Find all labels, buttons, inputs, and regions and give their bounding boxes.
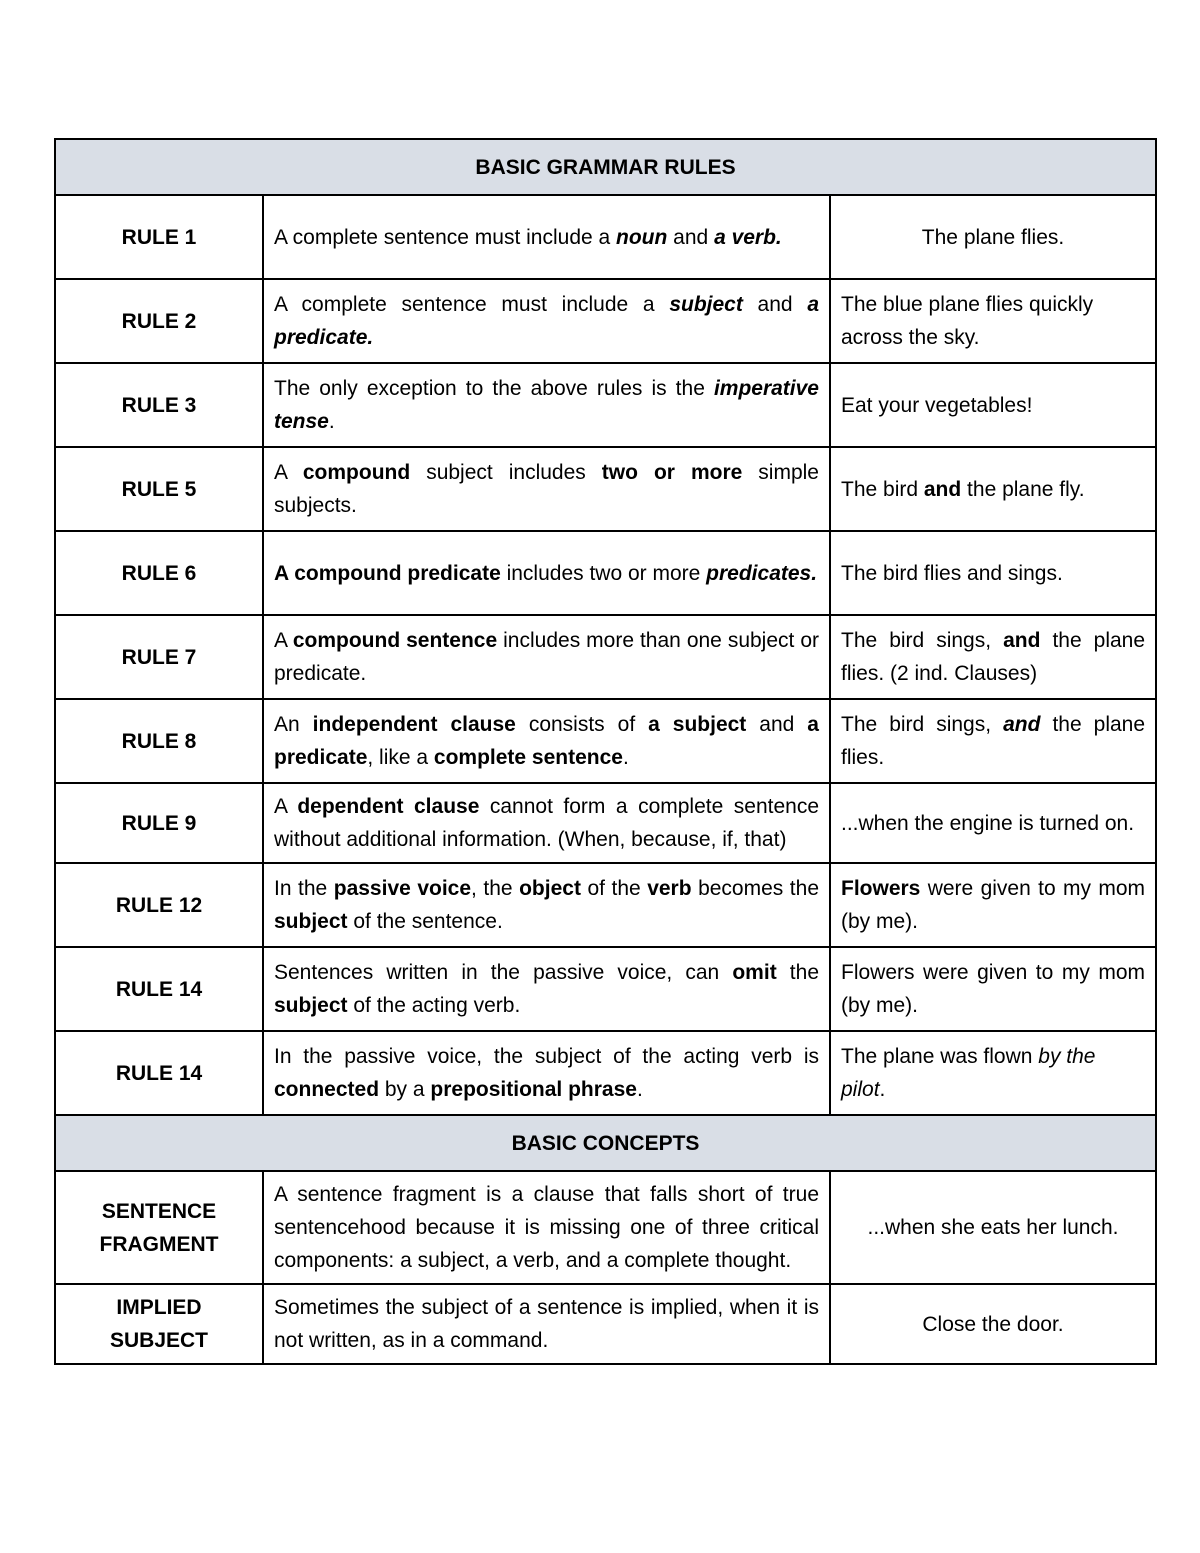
- desc-emphasis: a verb.: [714, 225, 782, 249]
- desc-emphasis: noun: [616, 225, 668, 249]
- rule-example: [830, 615, 1156, 699]
- desc-text: subject includes: [410, 461, 602, 484]
- rule-example: [830, 863, 1156, 947]
- table-row: [55, 447, 1156, 531]
- example-text: ...when she eats her lunch.: [867, 1216, 1119, 1239]
- desc-text: simple subjects.: [274, 461, 819, 517]
- example-text: were given to my mom (by me).: [841, 877, 1146, 933]
- example-text: The plane flies.: [921, 225, 1065, 249]
- desc-bold: prepositional phrase: [430, 1078, 637, 1101]
- concept-description: [263, 1284, 830, 1364]
- example-text: the plane flies.: [841, 713, 1146, 769]
- rule-description: [263, 783, 830, 863]
- desc-emphasis: a predicate.: [274, 293, 819, 349]
- desc-bold: subject: [274, 910, 348, 933]
- rule-description: [263, 863, 830, 947]
- desc-text: A: [274, 795, 298, 818]
- example-text: The bird: [841, 477, 924, 501]
- rule-label: RULE 7: [55, 615, 263, 699]
- desc-bold: object: [519, 877, 581, 900]
- example-text: Eat your vegetables!: [841, 393, 1033, 417]
- desc-text: A: [274, 461, 303, 484]
- rule-example: [830, 699, 1156, 783]
- example-text: the plane fly.: [961, 477, 1085, 501]
- section-header-concepts: [55, 1115, 1156, 1171]
- desc-text: A complete sentence must include a: [274, 293, 670, 316]
- desc-bold: passive voice: [333, 877, 472, 900]
- desc-bold: a predicate: [274, 713, 819, 769]
- desc-emphasis: predicates.: [706, 561, 818, 585]
- desc-text: .: [328, 410, 335, 433]
- example-text: The plane was flown: [841, 1045, 1039, 1068]
- rule-example: [830, 195, 1156, 279]
- desc-bold: subject: [274, 994, 348, 1017]
- desc-text: the: [776, 961, 819, 984]
- section-header-rules: [55, 139, 1156, 195]
- example-bold: and: [923, 477, 962, 501]
- desc-text: , like a: [367, 746, 434, 769]
- rule-label: RULE 12: [55, 863, 263, 947]
- desc-bold: verb: [647, 877, 692, 900]
- concept-example: [830, 1171, 1156, 1284]
- desc-text: becomes the: [691, 877, 819, 900]
- example-bold: and: [1003, 629, 1041, 652]
- table-row: [55, 195, 1156, 279]
- example-italic: by the pilot: [841, 1045, 1096, 1101]
- table-row: [55, 947, 1156, 1031]
- example-text: the plane flies. (2 ind. Clauses): [841, 629, 1146, 685]
- example-text: Close the door.: [922, 1312, 1064, 1336]
- desc-text: and: [742, 293, 808, 316]
- table-row: [55, 699, 1156, 783]
- desc-bold: two or more: [601, 461, 743, 484]
- example-text: The blue plane flies quickly across the sky.: [841, 293, 1094, 349]
- rule-example: [830, 783, 1156, 863]
- table-row: [55, 1284, 1156, 1364]
- section-title: BASIC GRAMMAR RULES: [55, 139, 1156, 195]
- example-text: The bird sings,: [841, 629, 1004, 652]
- desc-text: and: [746, 713, 808, 736]
- concept-example: [830, 1284, 1156, 1364]
- table-row: [55, 279, 1156, 363]
- table-row: [55, 863, 1156, 947]
- desc-text: , the: [471, 877, 520, 900]
- rule-description: [263, 531, 830, 615]
- rule-example: [830, 947, 1156, 1031]
- desc-text: Sometimes the subject of a sentence is implied, when it is not written, as in a command.: [274, 1296, 819, 1352]
- rule-description: [263, 279, 830, 363]
- rule-label: RULE 14: [55, 947, 263, 1031]
- rule-label: RULE 1: [55, 195, 263, 279]
- desc-text: In the: [274, 877, 334, 900]
- desc-emphasis: subject: [669, 293, 743, 316]
- desc-text: of the: [580, 877, 648, 900]
- desc-bold: connected: [274, 1078, 380, 1101]
- table-row: [55, 783, 1156, 863]
- table-row: [55, 615, 1156, 699]
- section-title: BASIC CONCEPTS: [55, 1115, 1156, 1171]
- desc-bold: dependent clause: [297, 795, 480, 818]
- desc-text: A complete sentence must include a: [274, 225, 617, 249]
- rule-example: [830, 363, 1156, 447]
- rule-description: [263, 1031, 830, 1115]
- desc-text: of the sentence.: [347, 910, 503, 933]
- desc-text: and: [667, 225, 715, 249]
- example-text: .: [879, 1078, 886, 1101]
- rule-label: RULE 6: [55, 531, 263, 615]
- rule-description: [263, 699, 830, 783]
- desc-text: A sentence fragment is a clause that falls short of true sentencehood because it is missing one of three critical components: a subject, a verb, and a complete thought.: [274, 1183, 819, 1272]
- rule-label: RULE 5: [55, 447, 263, 531]
- example-bold: Flowers: [841, 877, 921, 900]
- rule-description: [263, 447, 830, 531]
- table-row: [55, 531, 1156, 615]
- rule-description: [263, 947, 830, 1031]
- table-row: [55, 1031, 1156, 1115]
- desc-bold: compound: [302, 461, 411, 484]
- desc-emphasis: imperative tense: [274, 377, 819, 433]
- example-text: Flowers were given to my mom (by me).: [841, 961, 1146, 1017]
- desc-bold: a subject: [648, 713, 747, 736]
- example-emphasis: and: [1003, 713, 1041, 736]
- desc-text: Sentences written in the passive voice, can: [274, 961, 733, 984]
- rule-label: RULE 2: [55, 279, 263, 363]
- concept-label: SENTENCE FRAGMENT: [55, 1171, 263, 1284]
- rule-description: [263, 615, 830, 699]
- rule-example: [830, 447, 1156, 531]
- concept-label: IMPLIED SUBJECT: [55, 1284, 263, 1364]
- desc-text: cannot form a complete sentence without additional information. (When, because, if, that): [274, 795, 820, 851]
- concept-description: [263, 1171, 830, 1284]
- table-row: [55, 363, 1156, 447]
- desc-bold: independent clause: [312, 713, 516, 736]
- desc-text: A: [274, 629, 293, 652]
- grammar-table: [54, 138, 1157, 1365]
- rule-example: [830, 279, 1156, 363]
- desc-bold: complete sentence: [433, 746, 623, 769]
- desc-bold: omit: [732, 961, 777, 984]
- desc-text: An: [274, 713, 313, 736]
- desc-text: In the passive voice, the subject of the acting verb is: [274, 1045, 819, 1068]
- desc-bold: compound sentence: [292, 629, 498, 652]
- rule-label: RULE 14: [55, 1031, 263, 1115]
- desc-text: includes two or more: [500, 561, 707, 585]
- table-row: [55, 1171, 1156, 1284]
- rule-label: RULE 8: [55, 699, 263, 783]
- desc-text: The only exception to the above rules is the: [274, 377, 714, 400]
- rule-example: [830, 531, 1156, 615]
- rule-description: [263, 363, 830, 447]
- rule-description: [263, 195, 830, 279]
- desc-text: consists of: [515, 713, 649, 736]
- example-text: The bird flies and sings.: [841, 561, 1063, 585]
- desc-text: .: [636, 1078, 643, 1101]
- rule-label: RULE 9: [55, 783, 263, 863]
- desc-text: of the acting verb.: [347, 994, 521, 1017]
- desc-text: .: [622, 746, 629, 769]
- desc-text: includes more than one subject or predicate.: [274, 629, 819, 685]
- example-text: ...when the engine is turned on.: [841, 811, 1135, 835]
- grammar-sheet: [54, 138, 1155, 1365]
- example-text: The bird sings,: [841, 713, 1004, 736]
- rule-label: RULE 3: [55, 363, 263, 447]
- desc-bold: A compound predicate: [274, 561, 501, 585]
- rule-example: [830, 1031, 1156, 1115]
- desc-text: by a: [379, 1078, 431, 1101]
